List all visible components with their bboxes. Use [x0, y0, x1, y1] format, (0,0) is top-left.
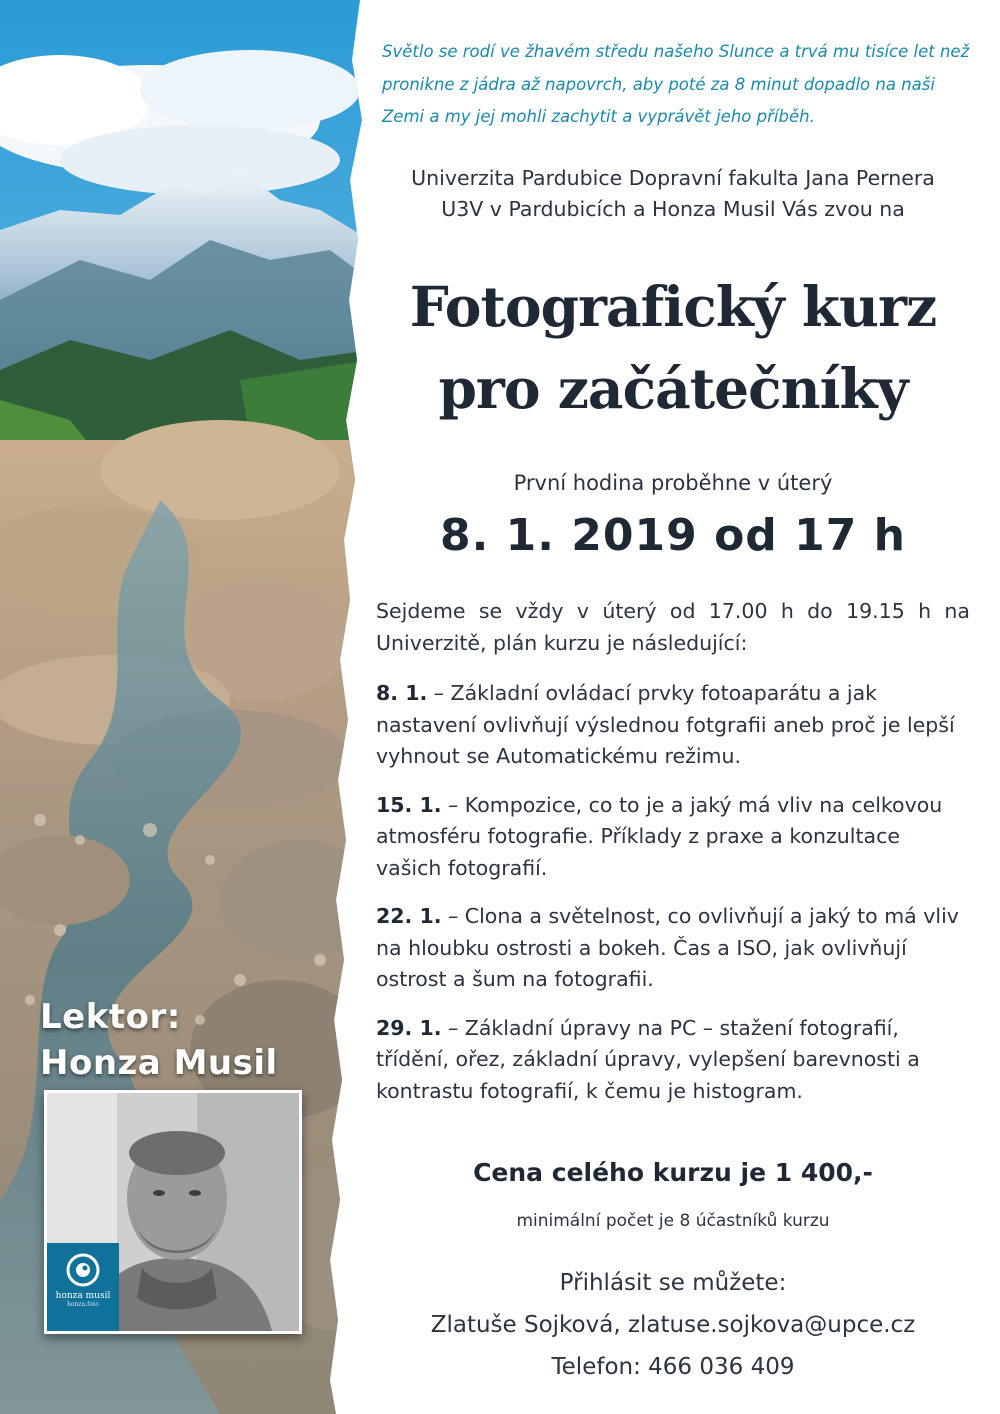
lesson-description: – Kompozice, co to je a jaký má vliv na celkovou atmosféru fotografie. Příklady z praxe a konzultace vašich fotografií.	[376, 792, 943, 880]
lesson-item	[376, 901, 970, 996]
intro-quote: Světlo se rodí ve žhavém středu našeho Slunce a trvá mu tisíce let než pronikne z jádra až napovrch, aby poté za 8 minut dopadlo na naši Zemi a my jej mohli zachytit a vyprávět jeho příběh.	[382, 42, 970, 126]
contact-email: Zlatuše Sojková, zlatuse.sojkova@upce.cz	[430, 1312, 916, 1338]
lesson-item	[376, 790, 970, 885]
contact-info	[376, 1262, 970, 1388]
lecturer-portrait	[44, 1090, 302, 1334]
contact-heading: Přihlásit se můžete:	[559, 1270, 787, 1296]
contact-phone: Telefon: 466 036 409	[551, 1354, 795, 1380]
course-title	[376, 266, 970, 430]
logo-subtext: honza.foto	[67, 1301, 99, 1308]
lesson-date: 15. 1.	[376, 792, 442, 817]
course-price: Cena celého kurzu je 1 400,-	[473, 1158, 873, 1187]
logo-text: honza musil	[55, 1291, 111, 1301]
lesson-list	[376, 678, 970, 1124]
landscape-photo	[0, 0, 370, 1414]
organizers-intro	[376, 163, 970, 225]
camera-eye-logo-icon	[66, 1253, 100, 1287]
lesson-item	[376, 1013, 970, 1108]
organizers-line-2: U3V v Pardubicích a Honza Musil Vás zvou na	[441, 197, 905, 221]
lesson-item	[376, 678, 970, 773]
course-title-line-1: Fotografický kurz	[409, 274, 937, 339]
lesson-description: – Základní ovládací prvky fotoaparátu a jak nastavení ovlivňují výslednou fotgrafii aneb proč je lepší vyhnout se Automatickému režimu.	[376, 681, 955, 768]
start-date: 8. 1. 2019 od 17 h	[440, 510, 906, 561]
organizers-line-1: Univerzita Pardubice Dopravní fakulta Jana Pernera	[411, 166, 935, 190]
honza-musil-logo	[47, 1243, 119, 1331]
lesson-date: 8. 1.	[376, 681, 428, 705]
lecturer-label: Lektor:	[40, 997, 181, 1037]
lesson-date: 29. 1.	[376, 1015, 442, 1040]
course-title-line-2: pro začátečníky	[438, 356, 908, 421]
lesson-description: – Clona a světelnost, co ovlivňují a jaký to má vliv na hloubku ostrosti a bokeh. Čas a ISO, jak ovlivňují ostrost a šum na fotografii.	[376, 904, 959, 991]
schedule-intro: Sejdeme se vždy v úterý od 17.00 h do 19.15 h na Univerzitě, plán kurzu je následující:	[376, 599, 970, 655]
lesson-description: – Základní úpravy na PC – stažení fotografií, třídění, ořez, základní úpravy, vylepšení barevnosti a kontrastu fotografií, k čemu je histogram.	[376, 1015, 920, 1103]
minimum-participants: minimální počet je 8 účastníků kurzu	[516, 1211, 830, 1231]
first-lesson-note: První hodina proběhne v úterý	[513, 471, 833, 495]
lesson-date: 22. 1.	[376, 904, 442, 928]
lecturer-heading	[40, 994, 360, 1086]
lecturer-name: Honza Musil	[40, 1043, 278, 1083]
